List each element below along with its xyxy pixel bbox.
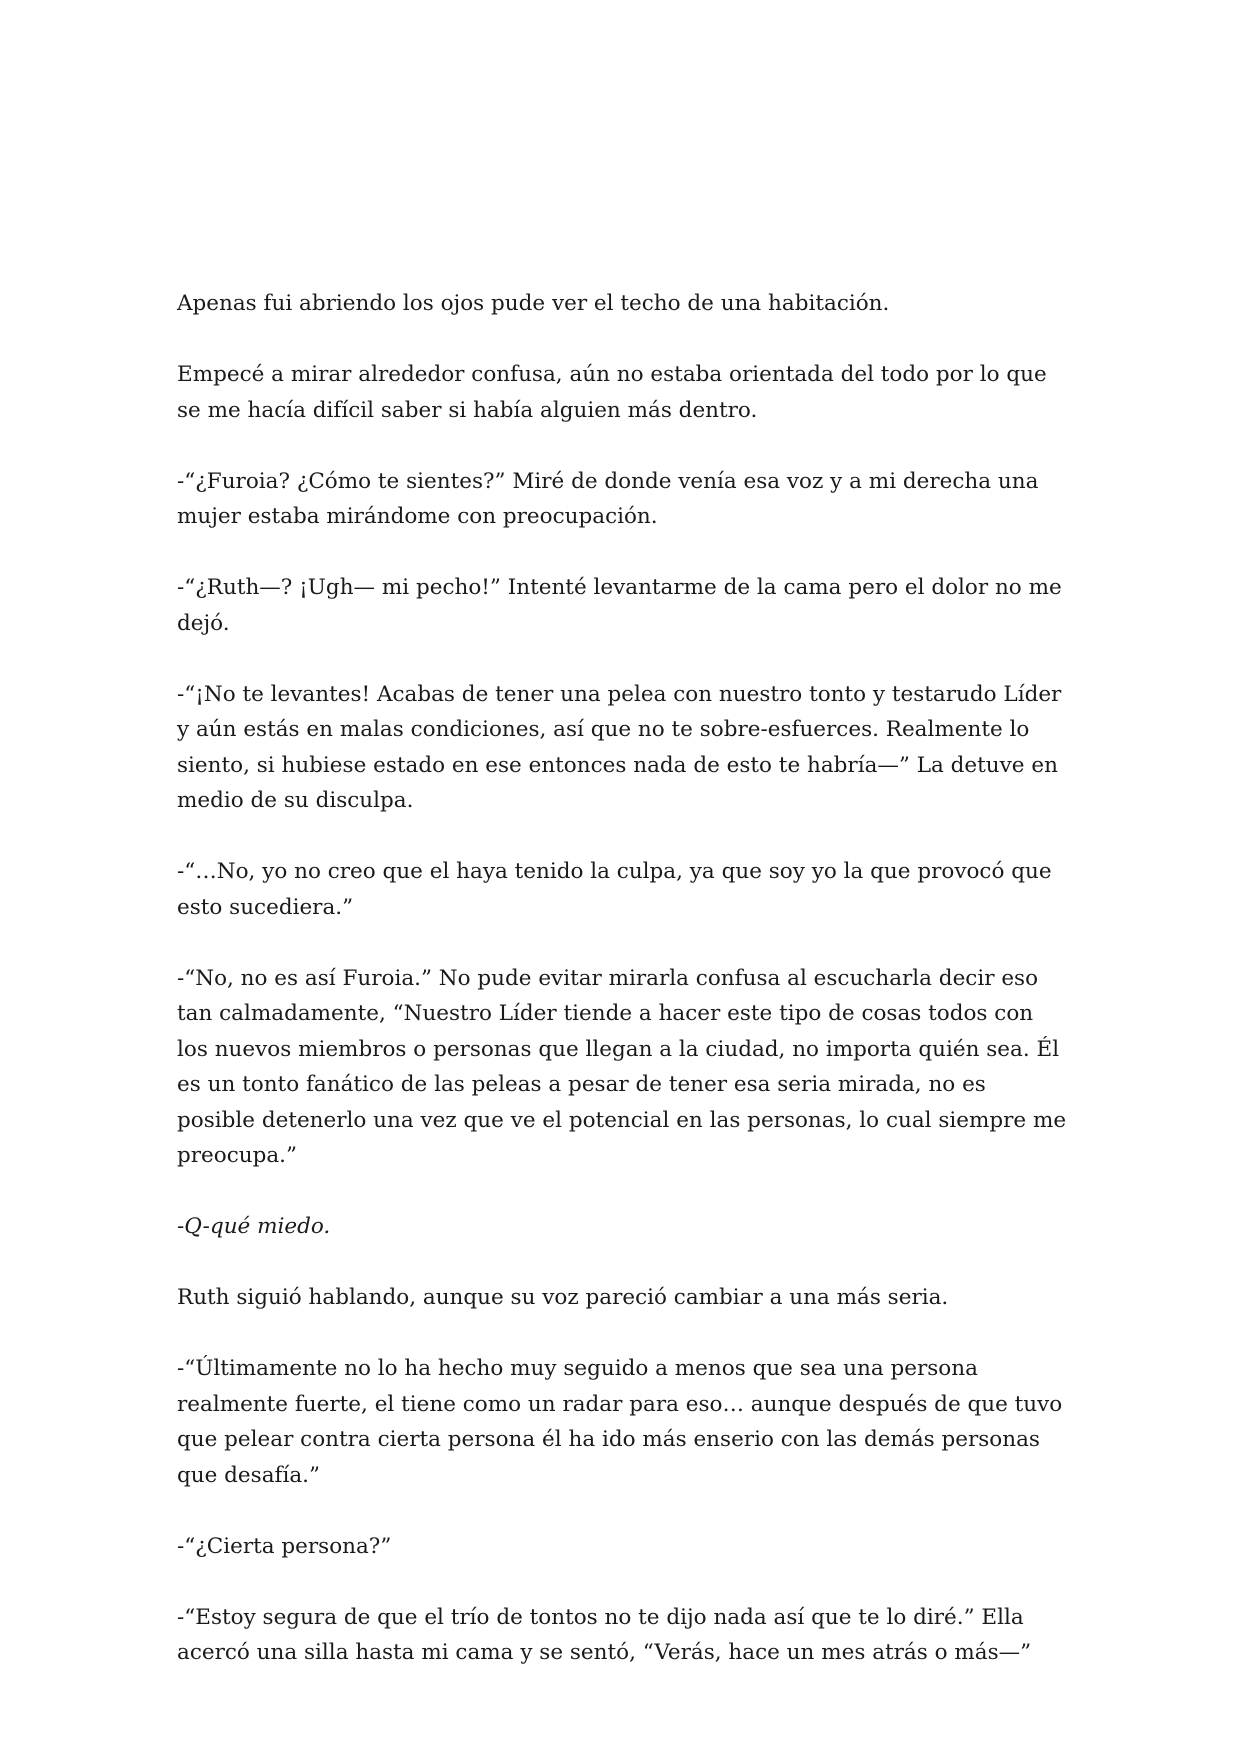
paragraph-9: Ruth siguió hablando, aunque su voz pareció cambiar a una más seria.	[177, 1285, 949, 1310]
paragraph-12: -“Estoy segura de que el trío de tontos no te dijo nada así que te lo diré.” Ella acercó una silla hasta mi cama y se sentó, “Verás, hace un mes atrás o más—”	[177, 1604, 1032, 1665]
paragraph-1: Apenas fui abriendo los ojos pude ver el techo de una habitación.	[177, 291, 890, 316]
paragraph-8-thought: -Q-qué miedo.	[177, 1214, 331, 1239]
paragraph-3: -“¿Furoia? ¿Cómo te sientes?” Miré de donde venía esa voz y a mi derecha una mujer estaba mirándome con preocupación.	[177, 468, 1039, 529]
paragraph-2: Empecé a mirar alrededor confusa, aún no estaba orientada del todo por lo que se me hacía difícil saber si había alguien más dentro.	[177, 362, 1047, 423]
paragraph-5: -“¡No te levantes! Acabas de tener una pelea con nuestro tonto y testarudo Líder y aún estás en malas condiciones, así que no te sobre-esfuerces. Realmente lo siento, si hubiese estado en ese entonces nada de esto te habría—” La detuve en medio de su disculpa.	[177, 681, 1062, 813]
paragraph-11: -“¿Cierta persona?”	[177, 1533, 392, 1559]
paragraph-4: -“¿Ruth—? ¡Ugh— mi pecho!” Intenté levantarme de la cama pero el dolor no me dejó.	[177, 575, 1062, 636]
paragraph-7: -“No, no es así Furoia.” No pude evitar mirarla confusa al escucharla decir eso tan calmadamente, “Nuestro Líder tiende a hacer este tipo de cosas todos con los nuevos miembros o personas que llegan a la ciudad, no importa quién sea. Él es un tonto fanático de las peleas a pesar de tener esa seria mirada, no es posible detenerlo una vez que ve el potencial en las personas, lo cual siempre me preocupa.”	[177, 965, 1067, 1168]
paragraph-6: -“…No, yo no creo que el haya tenido la culpa, ya que soy yo la que provocó que esto sucediera.”	[177, 859, 1052, 920]
story-text	[177, 286, 1069, 1706]
paragraph-10: -“Últimamente no lo ha hecho muy seguido a menos que sea una persona realmente fuerte, el tiene como un radar para eso… aunque después de que tuvo que pelear contra cierta persona él ha ido más enserio con las demás personas que desafía.”	[177, 1356, 1063, 1488]
